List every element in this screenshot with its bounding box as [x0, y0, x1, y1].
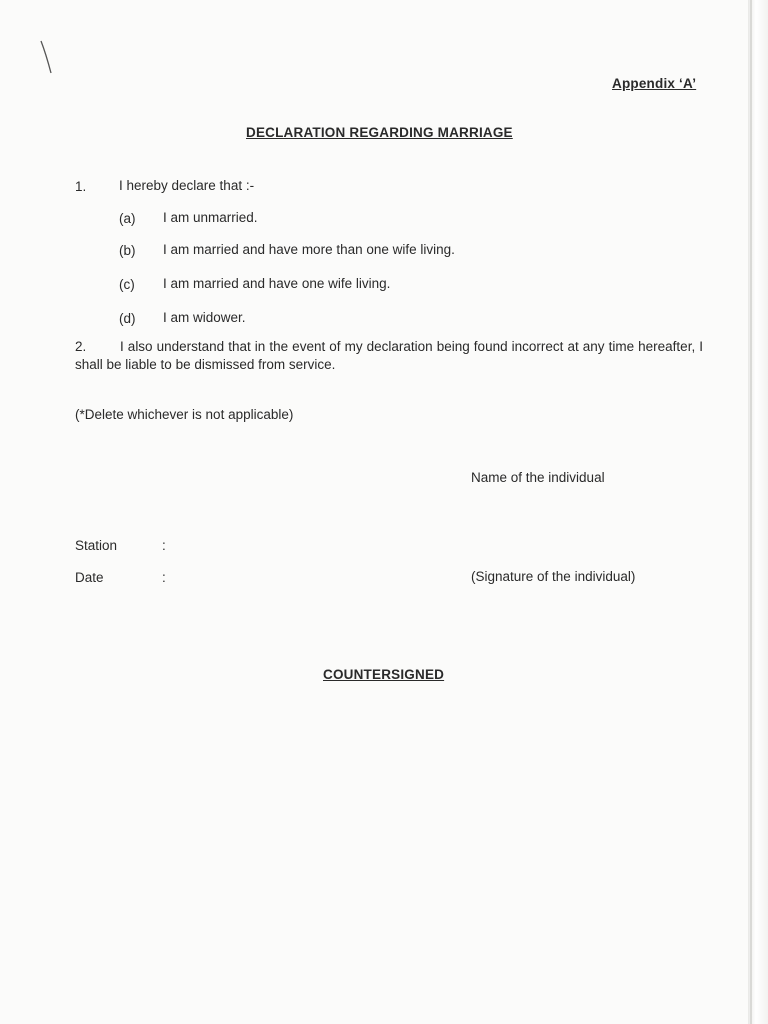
item2-paragraph	[75, 338, 703, 374]
option-c-label: (c)	[119, 277, 135, 292]
option-a-label: (a)	[119, 211, 136, 226]
option-d-label: (d)	[119, 311, 136, 326]
signature-label: (Signature of the individual)	[471, 569, 636, 584]
countersigned-heading: COUNTERSIGNED	[323, 667, 445, 682]
station-label: Station	[75, 538, 118, 553]
item2-text: I also understand that in the event of my declaration being found incorrect at any time hereafter, I shall be liable to be dismissed from service.	[75, 339, 703, 372]
option-c-text: I am married and have one wife living.	[163, 276, 391, 291]
applicability-note: (*Delete whichever is not applicable)	[75, 407, 294, 422]
pen-stroke-mark	[40, 40, 54, 76]
appendix-label: Appendix ‘A’	[612, 76, 697, 91]
option-d-text: I am widower.	[163, 310, 246, 325]
option-b-label: (b)	[119, 243, 136, 258]
item2-number: 2.	[75, 339, 87, 354]
option-b-text: I am married and have more than one wife living.	[163, 242, 455, 257]
station-colon: :	[162, 538, 166, 553]
date-label: Date	[75, 570, 104, 585]
date-colon: :	[162, 570, 166, 585]
option-a-text: I am unmarried.	[163, 210, 258, 225]
page-edge-line	[750, 0, 752, 1024]
item1-text: I hereby declare that :-	[119, 178, 255, 193]
name-of-individual-label: Name of the individual	[471, 470, 605, 485]
item1-number: 1.	[75, 179, 87, 194]
document-title: DECLARATION REGARDING MARRIAGE	[246, 125, 513, 140]
